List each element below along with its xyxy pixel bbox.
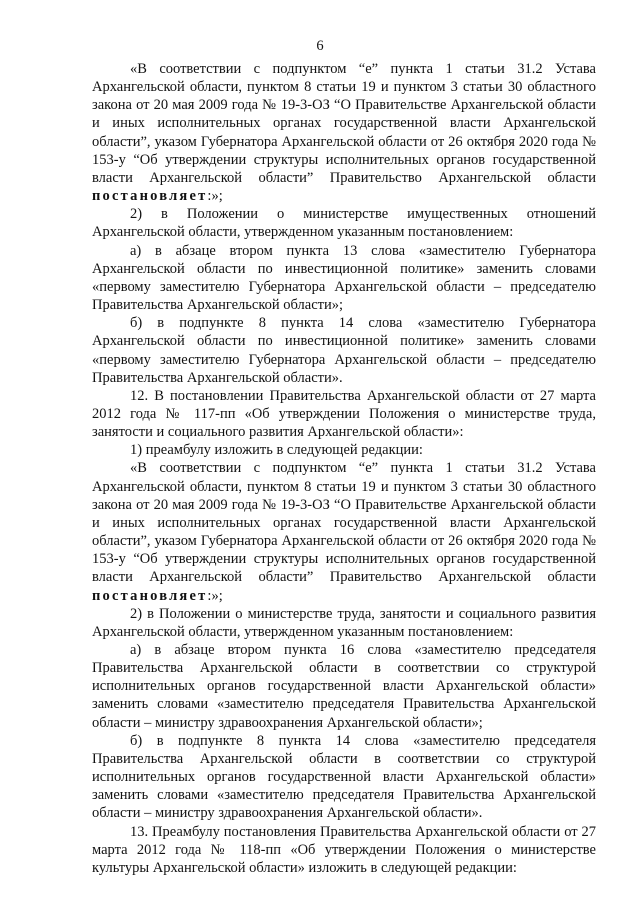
document-body: [92, 60, 596, 877]
paragraph-subitem-a: а) в абзаце втором пункта 13 слова «заместителю Губернатора Архангельской области по инвестиционной политике» заменить словами «первому заместителю Губернатора Архангельской области – председателю Правительства Архангельской области»;: [92, 242, 596, 314]
paragraph-item-2-labor: 2) в Положении о министерстве труда, занятости и социального развития Архангельской области, утвержденном указанным постановлением:: [92, 605, 596, 640]
page-number: 6: [316, 38, 324, 54]
paragraph-preamble-quote-2: [92, 459, 596, 604]
paragraph-tail: :»;: [207, 188, 223, 205]
paragraph-item-1: 1) преамбулу изложить в следующей редакции:: [130, 442, 423, 459]
paragraph-subitem-a-labor: а) в абзаце втором пункта 16 слова «заместителю председателя Правительства Архангельской области в соответствии со структурой исполнительных органов государственной власти Архангельской области» заменить словами «заместителю председателя Правительства Архангельской области – министру здравоохранения Архангельской области»;: [92, 642, 596, 731]
bold-spaced-word: постановляет: [92, 188, 208, 205]
paragraph-point-12: 12. В постановлении Правительства Архангельской области от 27 марта 2012 года № 117-пп «Об утверждении Положения о министерстве труда, занятости и социального развития Архангельской области»:: [92, 387, 596, 441]
paragraph-item-2: 2) в Положении о министерстве имущественных отношений Архангельской области, утвержденном указанным постановлением:: [92, 206, 596, 241]
paragraph-point-13: 13. Преамбулу постановления Правительства Архангельской области от 27 марта 2012 года № 118-пп «Об утверждении Положения о министерстве культуры Архангельской области» изложить в следующей редакции:: [92, 823, 596, 876]
paragraph-subitem-b-labor: б) в подпункте 8 пункта 14 слова «заместителю председателя Правительства Архангельской области в соответствии со структурой исполнительных органов государственной власти Архангельской области» заменить словами «заместителю председателя Правительства Архангельской области – министру здравоохранения Архангельской области».: [92, 732, 596, 822]
paragraph-subitem-b: б) в подпункте 8 пункта 14 слова «заместителю Губернатора Архангельской области по инвестиционной политике» заменить словами «первому заместителю Губернатора Архангельской области – председателю Правительства Архангельской области».: [92, 315, 596, 386]
bold-spaced-word: постановляет: [92, 587, 208, 604]
paragraph-preamble-quote: [92, 60, 596, 205]
paragraph-text: «В соответствии с подпунктом “е” пункта 1 статьи 31.2 Устава Архангельской области, пунктом 8 статьи 19 и пунктом 3 статьи 30 областного закона от 20 мая 2009 года № 19-3-ОЗ “О Правительстве Архангельской области и иных исполнительных органах государственной власти Архангельской области”, указом Губернатора Архангельской области от 26 октября 2020 года № 153-у “Об утверждении структуры исполнительных органов государственной власти Архангельской области” Правительство Архангельской области: [92, 61, 596, 186]
paragraph-text: «В соответствии с подпунктом “е” пункта 1 статьи 31.2 Устава Архангельской области, пунктом 8 статьи 19 и пунктом 3 статьи 30 областного закона от 20 мая 2009 года № 19-3-ОЗ “О Правительстве Архангельской области и иных исполнительных органах государственной власти Архангельской области”, указом Губернатора Архангельской области от 26 октября 2020 года № 153-у “Об утверждении структуры исполнительных органов государственной власти Архангельской области” Правительство Архангельской области: [92, 460, 596, 586]
paragraph-tail: :»;: [207, 587, 223, 604]
